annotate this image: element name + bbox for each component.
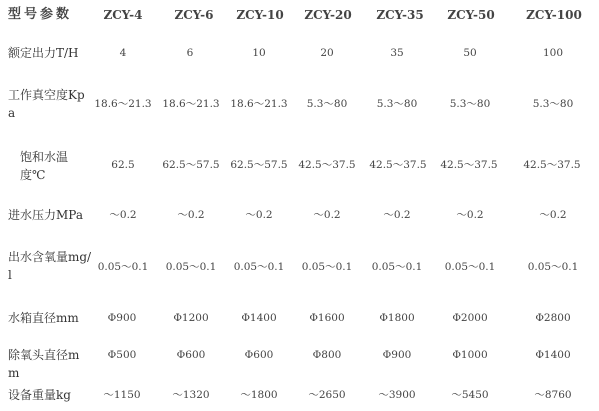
table-cell: ～0.2 bbox=[177, 209, 205, 221]
table-cell: 62.5 bbox=[111, 159, 135, 171]
table-cell: 5.3～80 bbox=[449, 98, 491, 110]
table-cell: Φ1200 bbox=[173, 312, 209, 324]
row-label-outlet-oxygen: 出水含氧量mg/l bbox=[8, 250, 92, 282]
table-cell: 0.05～0.1 bbox=[444, 261, 496, 273]
table-cell: Φ900 bbox=[107, 312, 137, 324]
header-model: ZCY-35 bbox=[376, 8, 424, 22]
row-label-inlet-pressure: 进水压力MPa bbox=[8, 208, 83, 222]
table-cell: ～0.2 bbox=[313, 209, 341, 221]
header-label: 型号参数 bbox=[8, 7, 73, 22]
row-label-equipment-weight: 设备重量kg bbox=[8, 388, 71, 402]
table-cell: 100 bbox=[542, 47, 564, 59]
header-model: ZCY-100 bbox=[526, 8, 582, 22]
table-cell: ～5450 bbox=[451, 389, 489, 401]
table-cell: 42.5～37.5 bbox=[440, 159, 498, 171]
table-cell: ～0.2 bbox=[109, 209, 137, 221]
table-cell: Φ1400 bbox=[241, 312, 277, 324]
table-cell: Φ600 bbox=[176, 349, 206, 361]
table-cell: 0.05～0.1 bbox=[301, 261, 353, 273]
table-cell: 42.5～37.5 bbox=[369, 159, 427, 171]
header-model: ZCY-4 bbox=[103, 8, 143, 22]
table-cell: 18.6～21.3 bbox=[162, 98, 220, 110]
table-cell: ～8760 bbox=[534, 389, 572, 401]
row-label-rated-output: 额定出力T/H bbox=[8, 46, 79, 60]
row-label-deaerator-head-diameter: 除氧头直径mm bbox=[8, 348, 80, 380]
row-label-vacuum: 工作真空度Kpa bbox=[8, 88, 85, 120]
table-cell: 0.05～0.1 bbox=[165, 261, 217, 273]
header-model: ZCY-6 bbox=[174, 8, 214, 22]
table-cell: ～0.2 bbox=[539, 209, 567, 221]
header-model: ZCY-20 bbox=[304, 8, 352, 22]
table-cell: 4 bbox=[119, 47, 127, 59]
table-cell: ～0.2 bbox=[245, 209, 273, 221]
table-cell: 18.6～21.3 bbox=[94, 98, 152, 110]
table-cell: 20 bbox=[320, 47, 334, 59]
table-cell: 5.3～80 bbox=[306, 98, 348, 110]
table-cell: Φ1000 bbox=[452, 349, 488, 361]
header-model: ZCY-10 bbox=[236, 8, 284, 22]
table-cell: 5.3～80 bbox=[532, 98, 574, 110]
table-cell: ～3900 bbox=[378, 389, 416, 401]
row-label-saturation-temp: 饱和水温度℃ bbox=[20, 150, 69, 182]
table-cell: Φ1400 bbox=[535, 349, 571, 361]
table-cell: 18.6～21.3 bbox=[230, 98, 288, 110]
table-cell: Φ1600 bbox=[309, 312, 345, 324]
table-cell: Φ2800 bbox=[535, 312, 571, 324]
table-cell: 62.5～57.5 bbox=[230, 159, 288, 171]
table-cell: 35 bbox=[390, 47, 404, 59]
table-cell: Φ800 bbox=[312, 349, 342, 361]
table-cell: ～1320 bbox=[172, 389, 210, 401]
table-cell: Φ500 bbox=[107, 349, 137, 361]
table-cell: 50 bbox=[463, 47, 477, 59]
table-cell: 10 bbox=[252, 47, 266, 59]
table-cell: 0.05～0.1 bbox=[527, 261, 579, 273]
table-cell: 0.05～0.1 bbox=[371, 261, 423, 273]
table-cell: Φ900 bbox=[382, 349, 412, 361]
table-cell: ～2650 bbox=[308, 389, 346, 401]
table-cell: Φ600 bbox=[244, 349, 274, 361]
table-cell: 0.05～0.1 bbox=[233, 261, 285, 273]
table-cell: 6 bbox=[186, 47, 194, 59]
table-cell: ～0.2 bbox=[383, 209, 411, 221]
table-cell: 0.05～0.1 bbox=[97, 261, 149, 273]
header-model: ZCY-50 bbox=[447, 8, 495, 22]
table-cell: Φ2000 bbox=[452, 312, 488, 324]
row-label-tank-diameter: 水箱直径mm bbox=[8, 311, 79, 325]
table-cell: ～1150 bbox=[103, 389, 141, 401]
table-cell: 42.5～37.5 bbox=[523, 159, 581, 171]
table-cell: Φ1800 bbox=[379, 312, 415, 324]
table-cell: 5.3～80 bbox=[376, 98, 418, 110]
table-cell: ～1800 bbox=[240, 389, 278, 401]
table-cell: 62.5～57.5 bbox=[162, 159, 220, 171]
table-cell: ～0.2 bbox=[456, 209, 484, 221]
table-cell: 42.5～37.5 bbox=[298, 159, 356, 171]
